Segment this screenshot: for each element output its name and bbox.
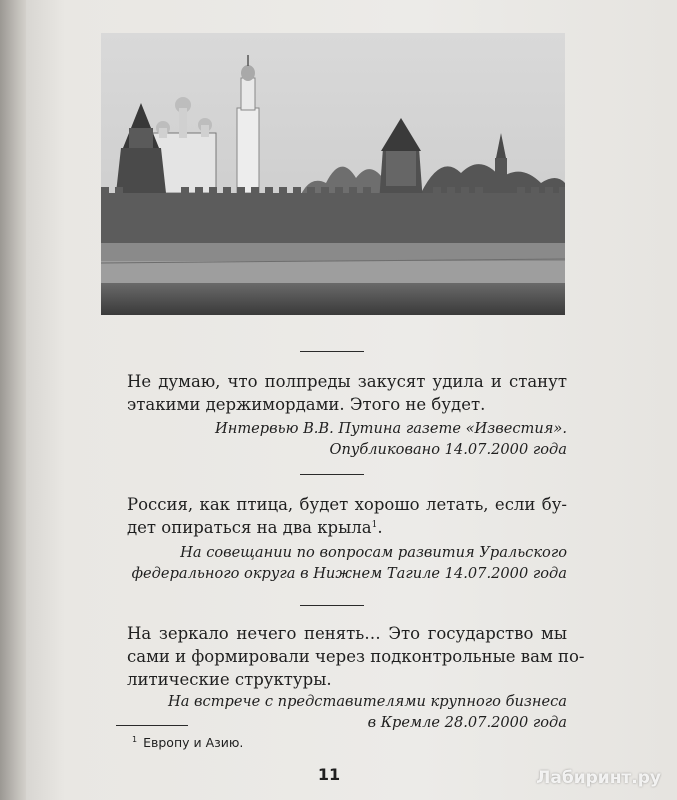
separator-rule	[300, 605, 364, 606]
quote-line-text: дет опираться на два крыла	[127, 518, 372, 537]
quote-source	[107, 691, 567, 733]
source-line: в Кремле 28.07.2000 года	[367, 714, 567, 731]
quote-line	[127, 516, 567, 539]
book-spine-shadow	[0, 0, 26, 800]
quote-line-end: .	[377, 518, 383, 537]
page-number: 11	[317, 765, 341, 784]
quote-line: Россия, как птица, будет хорошо летать, если бу-	[127, 495, 567, 514]
separator-rule	[300, 351, 364, 352]
quote-text	[127, 493, 567, 539]
source-line: На встрече с представителями крупного бизнеса	[167, 693, 567, 710]
footnote-marker: 1	[371, 520, 378, 530]
source-line: федерального округа в Нижнем Тагиле 14.07.2000 года	[131, 565, 567, 582]
source-line: Опубликовано 14.07.2000 года	[329, 441, 567, 458]
quote-text	[127, 622, 585, 691]
kremlin-photo	[101, 33, 565, 315]
footnote-text: Европу и Азию.	[143, 735, 244, 750]
footnote-number: 1	[132, 735, 138, 744]
footnote-rule	[116, 725, 188, 726]
watermark-logo: Лабиринт.ру	[536, 768, 661, 788]
quote-line: На зеркало нечего пенять… Это государство мы	[127, 624, 567, 643]
source-line: Интервью В.В. Путина газете «Известия».	[214, 420, 567, 437]
quote-line: Не думаю, что полпреды закусят удила и станут	[127, 372, 567, 391]
footnote	[132, 735, 243, 750]
source-line: На совещании по вопросам развития Уральского	[180, 544, 567, 561]
quote-source	[107, 418, 567, 460]
quote-line: сами и формировали через подконтрольные вам по-	[127, 647, 585, 666]
quote-source	[107, 542, 567, 584]
quote-text	[127, 370, 567, 416]
quote-line: этакими держимордами. Этого не будет.	[127, 395, 486, 414]
separator-rule	[300, 474, 364, 475]
quote-line: литические структуры.	[127, 670, 332, 689]
